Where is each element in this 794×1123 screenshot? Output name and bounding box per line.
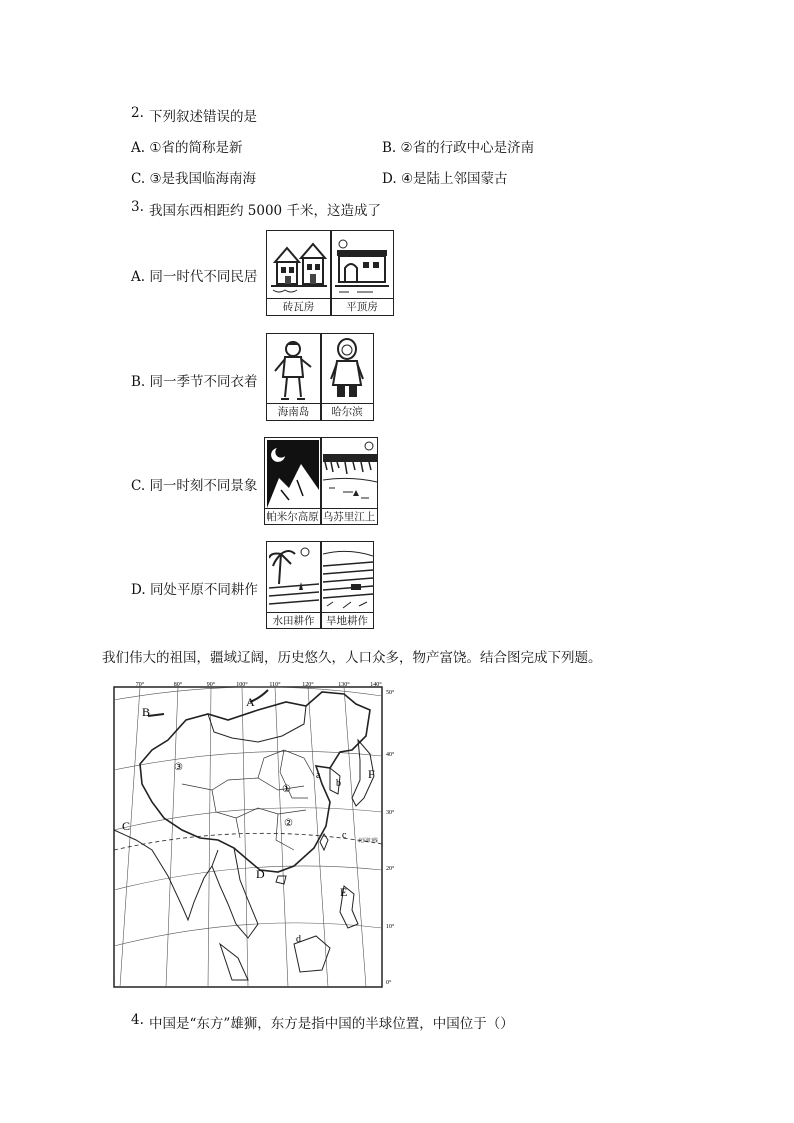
q2-option-d-text: ④是陆上邻国蒙古 xyxy=(400,171,508,187)
lon-tick-100: 100° xyxy=(236,682,248,688)
caption-divider xyxy=(267,403,373,404)
lat-tick-50: 50° xyxy=(386,690,394,696)
map-label-small-a: a xyxy=(316,770,321,781)
lon-tick-130: 130° xyxy=(338,682,350,688)
q4-number: 4. xyxy=(131,1012,144,1028)
q3-option-a-text: 同一时代不同民居 xyxy=(149,269,258,285)
map-label-circled-2: ② xyxy=(284,818,293,829)
q3-option-b-text: 同一季节不同衣着 xyxy=(149,374,258,390)
lon-tick-120: 120° xyxy=(302,682,314,688)
map-label-small-b: b xyxy=(336,778,341,789)
tropic-of-cancer-label: 北回归线 xyxy=(358,839,379,844)
q3-option-b[interactable] xyxy=(131,370,258,390)
q2-option-a-text: ①省的简称是新 xyxy=(149,140,243,156)
map-label-circled-3: ③ xyxy=(174,762,183,773)
caption-brick-house: 砖瓦房 xyxy=(282,301,315,313)
caption-divider xyxy=(265,508,377,509)
caption-dry-field: 旱地耕作 xyxy=(326,615,368,627)
q2-option-a-letter: A. xyxy=(131,140,146,156)
caption-wusuli: 乌苏里江上 xyxy=(322,511,376,523)
brick-house-picture xyxy=(269,234,329,298)
caption-hainan: 海南岛 xyxy=(277,406,310,418)
map-intro-text: 我们伟大的祖国，疆域辽阔，历史悠久，人口众多，物产富饶。结合图完成下列题。 xyxy=(102,650,602,666)
china-map xyxy=(108,680,394,992)
q3-option-d-text: 同处平原不同耕作 xyxy=(149,582,258,598)
caption-divider xyxy=(267,612,373,613)
wusuli-river-day-picture xyxy=(323,440,377,508)
caption-paddy-field: 水田耕作 xyxy=(272,615,315,627)
q2-number: 2. xyxy=(131,105,144,121)
lon-tick-140: 140° xyxy=(370,682,382,688)
q2-option-d[interactable] xyxy=(382,167,508,187)
q3-option-a[interactable] xyxy=(131,265,257,285)
flat-roof-house-picture xyxy=(333,234,391,298)
q3-stem: 我国东西相距约 5000 千米，这造成了 xyxy=(149,203,381,219)
q4-stem: 中国是“东方”雄狮，东方是指中国的半球位置，中国位于（） xyxy=(149,1016,514,1032)
summer-clothes-person-picture xyxy=(269,337,319,403)
map-label-d: D xyxy=(256,867,265,881)
q3-figure-a xyxy=(266,230,394,316)
lon-tick-80: 80° xyxy=(173,682,183,688)
map-label-small-c: c xyxy=(342,830,347,841)
caption-harbin: 哈尔滨 xyxy=(331,406,363,418)
map-label-small-d: d xyxy=(296,934,301,945)
dry-field-picture xyxy=(323,544,373,612)
q3-option-d[interactable] xyxy=(131,578,258,598)
map-label-a: A xyxy=(246,695,255,709)
q2-option-c[interactable] xyxy=(131,167,256,187)
lon-tick-110: 110° xyxy=(269,682,281,688)
q2-option-b-letter: B. xyxy=(382,140,397,156)
q2-stem: 下列叙述错误的是 xyxy=(149,109,257,125)
lon-tick-70: 70° xyxy=(135,682,145,688)
lat-tick-0: 0° xyxy=(386,980,392,986)
q3-option-a-letter: A. xyxy=(131,269,146,285)
q3-figure-b xyxy=(266,333,374,421)
lat-tick-20: 20° xyxy=(386,866,394,872)
caption-flat-roof-house: 平顶房 xyxy=(346,301,378,313)
q3-option-c-letter: C. xyxy=(131,478,146,494)
q3-figure-d xyxy=(266,541,374,629)
q3-option-d-letter: D. xyxy=(131,582,146,598)
q3-figure-c xyxy=(264,437,378,525)
map-label-f: F xyxy=(368,767,375,781)
caption-pamir: 帕米尔高原 xyxy=(266,511,319,523)
pamir-night-picture xyxy=(267,440,319,508)
q2-option-a[interactable] xyxy=(131,136,242,156)
winter-clothes-person-picture xyxy=(323,337,371,403)
q3-option-b-letter: B. xyxy=(131,374,146,390)
q3-option-c-text: 同一时刻不同景象 xyxy=(149,478,258,494)
lat-tick-30: 30° xyxy=(386,810,394,816)
q3-option-c[interactable] xyxy=(131,474,257,494)
q2-option-d-letter: D. xyxy=(382,171,397,187)
map-label-c: C xyxy=(122,819,131,833)
map-label-b: B xyxy=(142,705,151,719)
caption-divider xyxy=(267,298,393,299)
lat-tick-10: 10° xyxy=(386,924,394,930)
lat-tick-40: 40° xyxy=(386,752,394,758)
q2-option-b[interactable] xyxy=(382,136,534,156)
q2-option-c-letter: C. xyxy=(131,171,146,187)
map-label-circled-1: ① xyxy=(282,784,291,795)
q2-option-b-text: ②省的行政中心是济南 xyxy=(400,140,535,156)
paddy-field-picture xyxy=(269,544,319,612)
lon-tick-90: 90° xyxy=(206,682,216,688)
map-label-e: E xyxy=(340,885,348,899)
q3-number: 3. xyxy=(131,199,144,215)
q2-option-c-text: ③是我国临海南海 xyxy=(149,171,257,187)
